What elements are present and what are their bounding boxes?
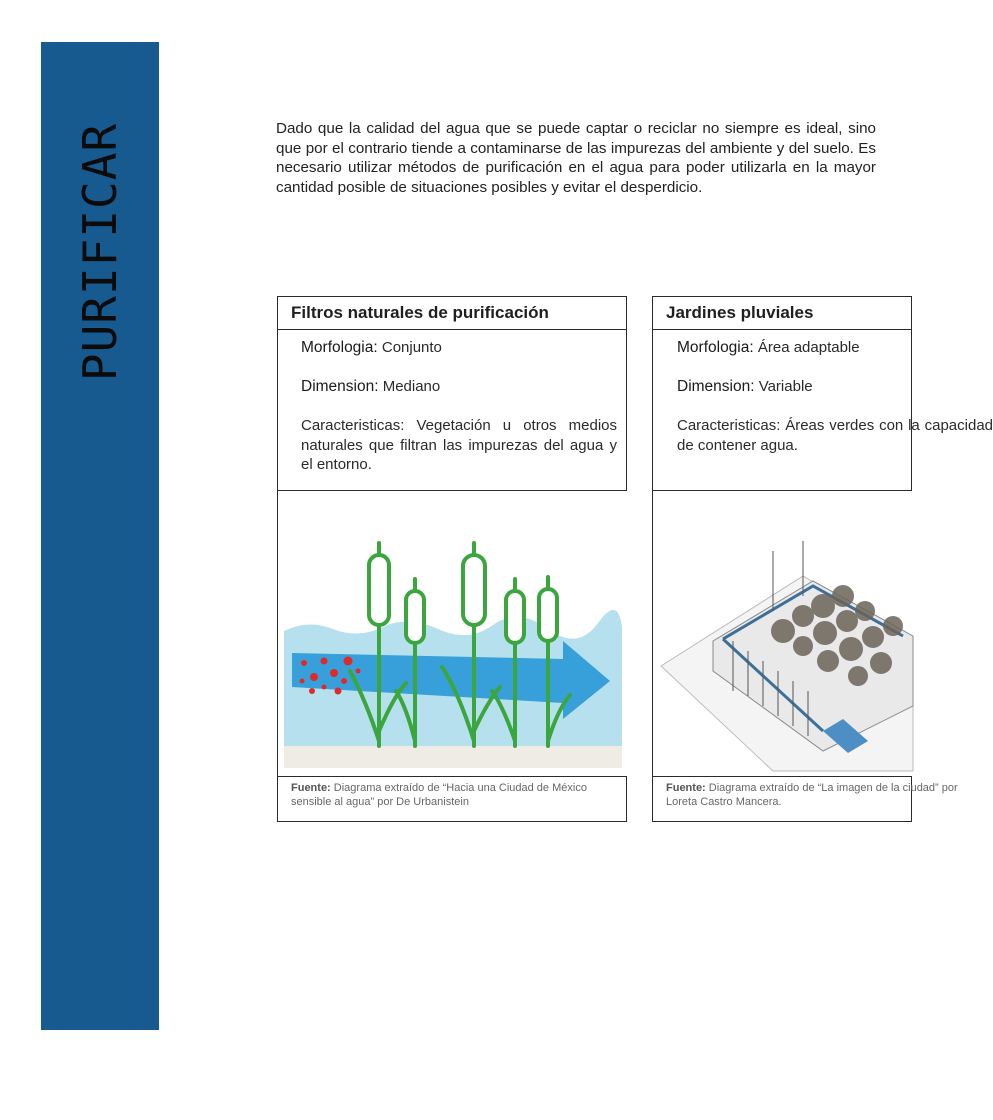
intro-paragraph: Dado que la calidad del agua que se puede captar o reciclar no siempre es ideal, sino que por el contrario tiende a contaminarse de las impurezas del ambiente y del suelo. Es necesario utilizar métodos de purificación en el agua para poder utilizarla en la mayor cantidad posible de situaciones posibles y evitar el desperdicio. [276, 120, 876, 196]
caracteristicas-label: Caracteristicas: [301, 417, 405, 434]
filter-diagram [278, 491, 628, 776]
card-title: Jardines pluviales [653, 297, 911, 330]
morfologia-row [301, 338, 616, 357]
dimension-value: Variable [758, 378, 813, 395]
caracteristicas-row [677, 416, 993, 455]
source-caption [278, 777, 611, 809]
dimension-row [677, 377, 901, 396]
morfologia-value: Conjunto [381, 339, 442, 356]
card-info [278, 330, 626, 491]
morfologia-label: Morfologia: [677, 339, 754, 356]
caption-text: Diagrama extraído de “La imagen de la ciudad” por Loreta Castro Mancera. [666, 782, 958, 808]
caracteristicas-label: Caracteristicas: [677, 417, 781, 434]
dimension-value: Mediano [382, 378, 441, 395]
caracteristicas-value: Áreas verdes con la capacidad de contener agua. [677, 417, 993, 454]
diagram-garden-image [653, 491, 911, 777]
card-jardines-pluviales [652, 296, 993, 822]
garden-diagram [653, 491, 913, 776]
ground [284, 746, 622, 768]
diagram-filter-image [278, 491, 626, 777]
caracteristicas-row [301, 416, 617, 475]
dimension-row [301, 377, 616, 396]
card-title: Filtros naturales de purificación [278, 297, 626, 330]
card-info [653, 330, 993, 491]
caption-label: Fuente: [291, 782, 331, 794]
card-filtros-naturales [277, 296, 627, 822]
dimension-label: Dimension: [301, 378, 379, 395]
morfologia-label: Morfologia: [301, 339, 378, 356]
caption-text: Diagrama extraído de “Hacia una Ciudad de México sensible al agua” por De Urbanistein [291, 782, 587, 808]
source-caption [653, 777, 986, 809]
caracteristicas-value: Vegetación u otros medios naturales que filtran las impurezas del agua y el entorno. [301, 417, 617, 473]
dimension-label: Dimension: [677, 378, 755, 395]
caption-label: Fuente: [666, 782, 706, 794]
morfologia-value: Área adaptable [757, 339, 860, 356]
section-title: PURIFICAR [73, 122, 127, 382]
morfologia-row [677, 338, 901, 357]
